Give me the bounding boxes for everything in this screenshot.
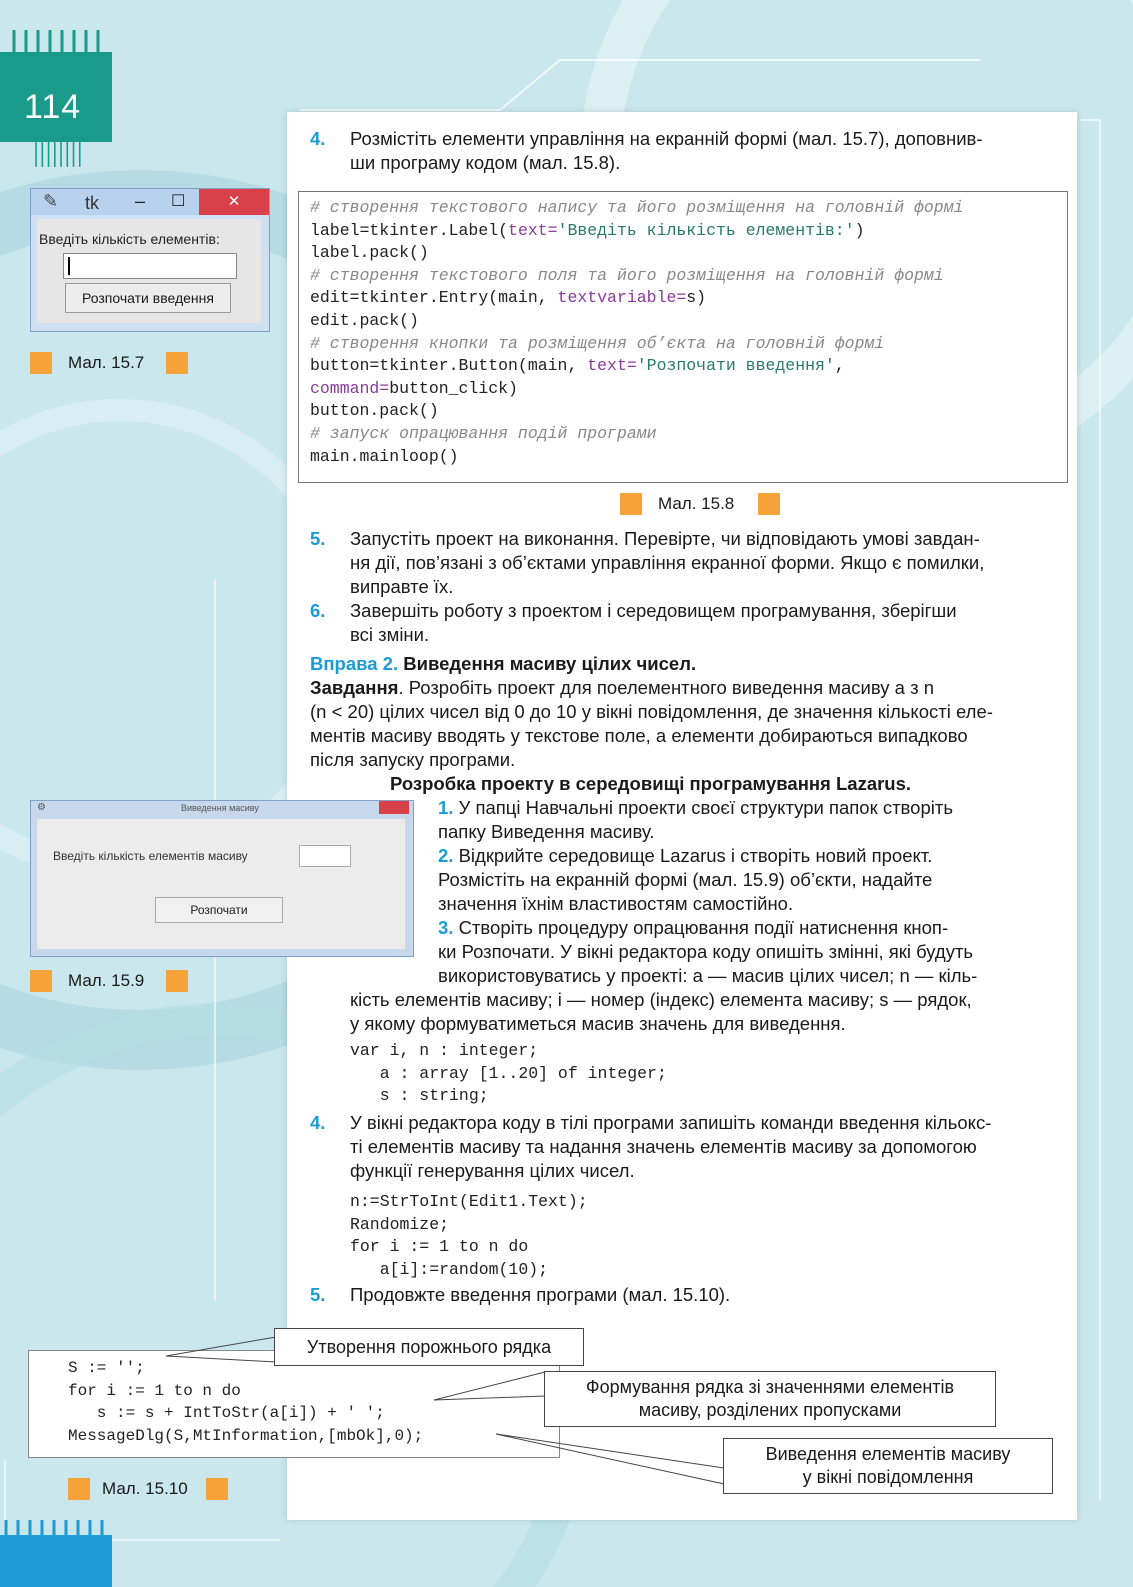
lazarus-step-1: [438, 796, 1056, 844]
lazarus-heading: Розробка проекту в середовищі програмування Lazarus.: [390, 773, 912, 794]
step-text: Відкрийте середовище Lazarus і створіть новий проект.: [458, 845, 933, 866]
code-line: MessageDlg(S,MtInformation,[mbOk],0);: [68, 1426, 424, 1445]
step-text-line: використовуватись у проекті: a — масив цілих чисел; n — кіль-: [438, 965, 978, 986]
exercise-heading: [310, 652, 1058, 676]
step-number: 5.: [310, 1284, 326, 1305]
exercise-task: [310, 676, 1058, 772]
maximize-button[interactable]: ☐: [171, 193, 186, 210]
step-text-line: ті елементів масиву та надання значень елементів масиву за допомогою: [350, 1136, 977, 1157]
close-button[interactable]: [379, 801, 409, 814]
code-keyword: text=: [508, 220, 558, 240]
step-text-line: [438, 796, 1056, 820]
step-text-line: [438, 844, 1056, 868]
lazarus-step-5: [310, 1283, 1058, 1307]
step-text-line: виправте їх.: [350, 576, 454, 597]
app-icon: ⚙: [37, 802, 46, 813]
code-line: edit.pack(): [310, 310, 419, 330]
lazarus-start-button[interactable]: Розпочати: [155, 897, 283, 923]
code-string: 'Розпочати введення': [636, 356, 835, 376]
code-line: label.pack(): [310, 243, 429, 263]
code-comment: # створення кнопки та розміщення об’єкта на головній формі: [310, 333, 885, 353]
code-line: button.pack(): [310, 401, 439, 421]
step-text-line: Розмістіть елементи управління на екранній формі (мал. 15.7), доповнив-: [350, 128, 983, 149]
lazarus-window-title: Виведення масиву: [181, 803, 259, 813]
step-text-line: У вікні редактора коду в тілі програми запишіть команди введення кільокс-: [350, 1112, 992, 1133]
step-5: [310, 527, 1058, 599]
tk-start-button[interactable]: Розпочати введення: [65, 283, 231, 313]
code-line: s : string;: [350, 1086, 489, 1106]
lazarus-form-body: [37, 819, 405, 949]
caption-square: [166, 352, 188, 374]
lazarus-step-4: [310, 1111, 1058, 1183]
code-line: label=tkinter.Label(: [310, 220, 509, 240]
tk-entry[interactable]: [63, 253, 237, 279]
code-line: button_click): [389, 378, 518, 398]
code-line: main.mainloop(): [310, 446, 459, 466]
lazarus-label: Введіть кількість елементів масиву: [53, 849, 248, 863]
caption-square: [30, 352, 52, 374]
task-text-line: (n < 20) цілих чисел від 0 до 10 у вікні повідомлення, де значення кількості еле-: [310, 701, 993, 722]
code-line: for i := 1 to n do: [350, 1237, 529, 1257]
figure-caption-15-8: Мал. 15.8: [658, 494, 735, 513]
step-number: 5.: [310, 528, 326, 549]
step-text-line: [438, 916, 1056, 940]
step-text-line: папку Виведення масиву.: [438, 821, 655, 842]
step-number: 6.: [310, 600, 326, 621]
code-line: a : array [1..20] of integer;: [350, 1063, 667, 1083]
code-line: Randomize;: [350, 1214, 450, 1234]
step-text-line: Запустіть проект на виконання. Перевірте, чи відповідають умові завдан-: [350, 528, 980, 549]
step-number: 1.: [438, 797, 454, 818]
code-line: button=tkinter.Button(main,: [310, 356, 588, 376]
callout-empty-string: Утворення порожнього рядка: [274, 1328, 584, 1366]
feather-icon: ✎: [43, 191, 59, 211]
step-text-line: ши програму кодом (мал. 15.8).: [350, 152, 621, 173]
step-6: [310, 599, 1058, 647]
figure-caption-15-10: Мал. 15.10: [102, 1479, 188, 1498]
lazarus-step-2: [438, 844, 1056, 916]
step-number: 3.: [438, 917, 454, 938]
step-number: 4.: [310, 128, 326, 149]
step-text-line: значення їхнім властивостям самостійно.: [438, 893, 794, 914]
code-comment: # запуск опрацювання подій програми: [310, 423, 657, 443]
exercise-title: Виведення масиву цілих чисел.: [403, 653, 697, 674]
close-button[interactable]: ✕: [199, 189, 269, 215]
callout-build-string: [544, 1371, 996, 1427]
code-comment: # створення текстового напису та його розміщення на головній формі: [310, 198, 964, 217]
task-label: Завдання: [310, 677, 399, 698]
step-text-line: функції генерування цілих чисел.: [350, 1160, 635, 1181]
step-text-line: у якому формуватиметься масив значень для виведення.: [350, 1013, 846, 1034]
code-block: [310, 197, 964, 468]
code-line: n:=StrToInt(Edit1.Text);: [350, 1192, 588, 1211]
callout-line: масиву, розділених пропусками: [638, 1400, 902, 1420]
tk-window-figure: [30, 188, 270, 332]
code-line: s := s + IntToStr(a[i]) + ' ';: [68, 1404, 385, 1423]
task-text-line: . Розробіть проект для поелементного виведення масиву a з n: [398, 677, 935, 698]
page-comb-decoration: [10, 26, 110, 52]
tk-label: Введіть кількість елементів:: [39, 231, 220, 247]
callout-line: Формування рядка зі значеннями елементів: [585, 1377, 955, 1397]
code-random: [350, 1191, 588, 1281]
caption-square: [30, 970, 52, 992]
lazarus-step-3-cont: [350, 988, 1058, 1036]
caption-square: [620, 493, 642, 515]
caption-square: [166, 970, 188, 992]
lazarus-titlebar: [31, 801, 413, 817]
step-text: У папці Навчальні проекти своєї структури папок створіть: [458, 797, 953, 818]
code-line: a[i]:=random(10);: [350, 1259, 549, 1279]
step-text-line: Розмістіть на екранній формі (мал. 15.9) об’єкти, надайте: [438, 869, 933, 890]
step-text-line: ки Розпочати. У вікні редактора коду опишіть змінні, які будуть: [438, 941, 974, 962]
code-line: for i := 1 to n do: [68, 1381, 241, 1400]
code-line: var i, n : integer;: [350, 1041, 539, 1060]
task-text-line: ментів масиву вводять у текстове поле, а елементи добираються випадково: [310, 725, 968, 746]
exercise-label: Вправа 2.: [310, 653, 399, 674]
step-text-line: всі зміни.: [350, 624, 430, 645]
callout-line: Виведення елементів масиву: [765, 1444, 1011, 1464]
step-number: 4.: [310, 1112, 326, 1133]
figure-caption-15-9: Мал. 15.9: [68, 971, 145, 990]
step-text-line: Завершіть роботу з проектом і середовищем програмування, зберігши: [350, 600, 957, 621]
code-comment: # створення текстового поля та його розміщення на головній формі: [310, 265, 944, 285]
code-line: s): [686, 288, 707, 308]
code-line: ,: [834, 356, 845, 376]
step-text-line: кість елементів масиву; i — номер (індекс) елемента масиву; s — рядок,: [350, 989, 972, 1010]
page-number: 114: [24, 88, 82, 126]
lazarus-step-3: [438, 916, 1056, 988]
page-comb-decoration-lower: [10, 142, 110, 168]
code-string: 'Введіть кількість елементів:': [557, 220, 855, 240]
callout-output-message: [723, 1438, 1053, 1494]
code-var-declaration: [350, 1040, 667, 1108]
callout-line: у вікні повідомлення: [802, 1467, 974, 1487]
code-keyword: command=: [310, 378, 390, 398]
minimize-button[interactable]: –: [135, 191, 146, 211]
code-keyword: text=: [587, 356, 637, 376]
figure-caption-15-7: Мал. 15.7: [68, 353, 145, 372]
code-block-15-10: [68, 1357, 423, 1447]
task-text-line: після запуску програми.: [310, 749, 516, 770]
lazarus-window-figure: [30, 800, 414, 957]
code-keyword: textvariable=: [557, 288, 687, 308]
step-text-line: ня дії, пов’язані з об’єктами управління екранної форми. Якщо є помилки,: [350, 552, 985, 573]
code-line: edit=tkinter.Entry(main,: [310, 288, 558, 308]
tk-window-titlebar: [31, 189, 269, 215]
step-text-line: Продовжте введення програми (мал. 15.10).: [350, 1284, 731, 1305]
lazarus-edit[interactable]: [299, 845, 351, 867]
step-4: [310, 127, 1058, 175]
caption-square: [206, 1478, 228, 1500]
bottom-comb-decoration: [0, 1515, 112, 1541]
code-line: ): [854, 220, 865, 240]
tk-window-body: [37, 219, 261, 323]
caption-square: [68, 1478, 90, 1500]
step-number: 2.: [438, 845, 454, 866]
text-cursor: [68, 257, 70, 275]
tk-window-title: tk: [85, 193, 100, 213]
step-text: Створіть процедуру опрацювання події натиснення кноп-: [458, 917, 949, 938]
code-line: S := '';: [68, 1359, 145, 1377]
caption-square: [758, 493, 780, 515]
